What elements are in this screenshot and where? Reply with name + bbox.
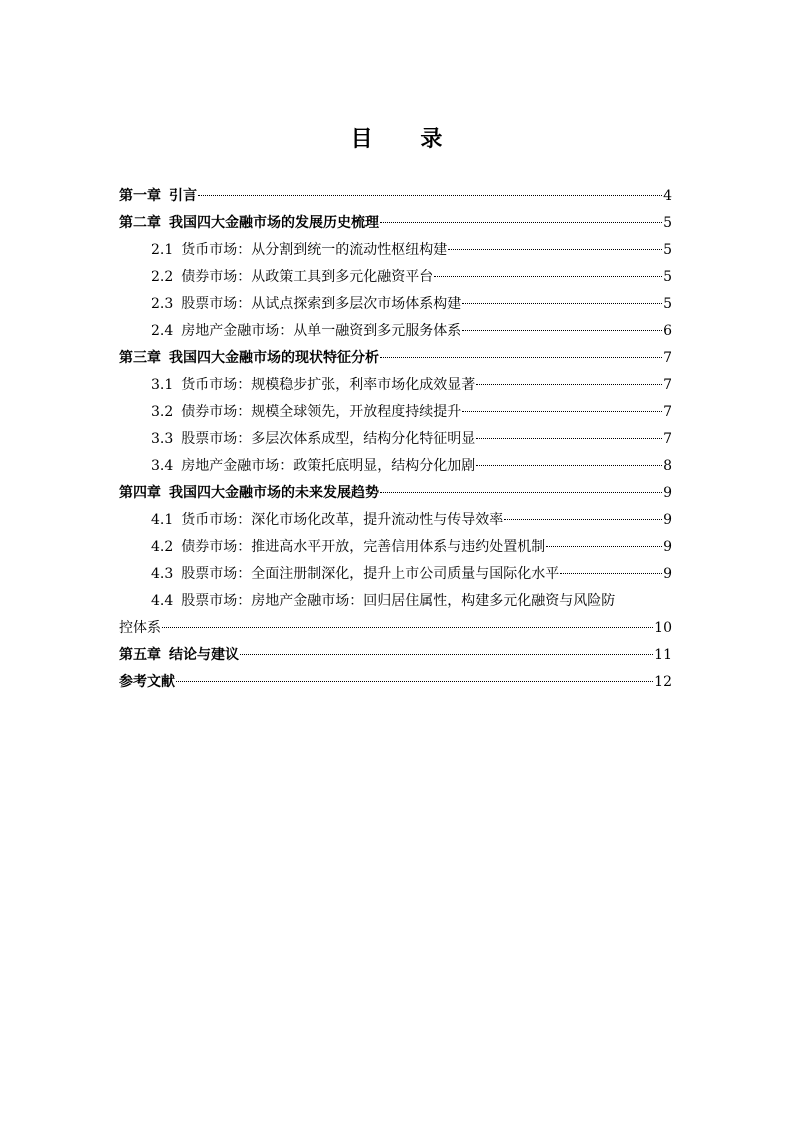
toc-page-number: 9 [663, 539, 672, 555]
toc-section-number: 3.4 [151, 458, 174, 474]
toc-entry-section-3-3[interactable] [119, 426, 672, 453]
toc-entry-text: 房地产金融市场：从单一融资到多元服务体系 [181, 323, 462, 339]
toc-title: 目 录 [350, 126, 463, 152]
toc-chapter-label: 第三章 [119, 350, 161, 366]
toc-entry-section-2-4[interactable] [119, 318, 672, 345]
dot-leader [380, 492, 662, 493]
toc-entry-section-4-3[interactable] [119, 561, 672, 588]
toc-entry-chapter-4[interactable] [119, 480, 672, 507]
toc-section-number: 4.3 [151, 566, 174, 582]
toc-entry-section-3-1[interactable] [119, 372, 672, 399]
toc-entry-text: 货币市场：规模稳步扩张，利率市场化成效显著 [181, 377, 476, 393]
toc-entry-text: 货币市场：从分割到统一的流动性枢纽构建 [181, 242, 448, 258]
toc-section-number: 3.1 [151, 377, 174, 393]
toc-entry-text: 股票市场：全面注册制深化，提升上市公司质量与国际化水平 [181, 566, 560, 582]
toc-entry-section-2-3[interactable] [119, 291, 672, 318]
toc-chapter-label: 第五章 [119, 647, 161, 663]
toc-entry-text-continued: 控体系 [119, 620, 161, 636]
toc-section-number: 3.3 [151, 431, 174, 447]
toc-entry-section-4-1[interactable] [119, 507, 672, 534]
dot-leader [380, 222, 662, 223]
toc-entry-text: 货币市场：深化市场化改革，提升流动性与传导效率 [181, 512, 504, 528]
toc-chapter-label: 第一章 [119, 188, 161, 204]
dot-leader [476, 465, 662, 466]
toc-entry-text: 结论与建议 [169, 647, 239, 663]
toc-page-number: 5 [663, 269, 672, 285]
toc-page-number: 7 [663, 350, 672, 366]
toc-entry-text: 股票市场：从试点探索到多层次市场体系构建 [181, 296, 462, 312]
toc-section-number: 4.2 [151, 539, 174, 555]
dot-leader [176, 681, 653, 682]
dot-leader [546, 546, 662, 547]
toc-entry-text: 股票市场：房地产金融市场：回归居住属性，构建多元化融资与风险防 [181, 593, 616, 609]
toc-section-number: 2.2 [151, 269, 174, 285]
dot-leader [434, 276, 662, 277]
dot-leader [162, 627, 653, 628]
toc-entry-section-4-4[interactable] [119, 588, 672, 642]
toc-chapter-label: 第四章 [119, 485, 161, 501]
toc-entry-text: 债券市场：推进高水平开放，完善信用体系与违约处置机制 [181, 539, 546, 555]
toc-entry-text: 引言 [169, 188, 197, 204]
toc-entry-chapter-1[interactable] [119, 183, 672, 210]
toc-section-number: 2.3 [151, 296, 174, 312]
toc-chapter-label: 第二章 [119, 215, 161, 231]
dot-leader [448, 249, 662, 250]
toc-page-number: 9 [663, 512, 672, 528]
toc-page-number: 7 [663, 404, 672, 420]
dot-leader [462, 330, 662, 331]
toc-section-number: 4.1 [151, 512, 174, 528]
dot-leader [560, 573, 662, 574]
toc-page-number: 5 [663, 296, 672, 312]
dot-leader [462, 411, 662, 412]
dot-leader [198, 195, 662, 196]
toc-entry-text: 债券市场：规模全球领先，开放程度持续提升 [181, 404, 462, 420]
toc-entry-section-2-2[interactable] [119, 264, 672, 291]
toc-entry-chapter-5[interactable] [119, 642, 672, 669]
toc-section-number: 2.4 [151, 323, 174, 339]
dot-leader [476, 438, 662, 439]
toc-page-number: 7 [663, 377, 672, 393]
toc-section-number: 2.1 [151, 242, 174, 258]
toc-page-number: 6 [663, 323, 672, 339]
toc-entry-text: 债券市场：从政策工具到多元化融资平台 [181, 269, 434, 285]
table-of-contents [119, 183, 672, 696]
toc-page-number: 8 [663, 458, 672, 474]
toc-entry-section-2-1[interactable] [119, 237, 672, 264]
toc-section-number: 4.4 [151, 593, 174, 609]
toc-page-number: 11 [654, 647, 672, 663]
toc-section-number: 3.2 [151, 404, 174, 420]
dot-leader [380, 357, 662, 358]
toc-entry-text: 我国四大金融市场的现状特征分析 [169, 350, 379, 366]
toc-entry-text: 我国四大金融市场的发展历史梳理 [169, 215, 379, 231]
toc-entry-text: 股票市场：多层次体系成型，结构分化特征明显 [181, 431, 476, 447]
dot-leader [240, 654, 653, 655]
toc-entry-text: 房地产金融市场：政策托底明显，结构分化加剧 [181, 458, 476, 474]
toc-entry-section-4-2[interactable] [119, 534, 672, 561]
dot-leader [504, 519, 662, 520]
dot-leader [462, 303, 662, 304]
toc-entry-text: 参考文献 [119, 674, 175, 690]
toc-page-number: 9 [663, 485, 672, 501]
toc-page-number: 9 [663, 566, 672, 582]
toc-entry-section-3-2[interactable] [119, 399, 672, 426]
toc-entry-chapter-2[interactable] [119, 210, 672, 237]
toc-entry-section-3-4[interactable] [119, 453, 672, 480]
dot-leader [476, 384, 662, 385]
toc-entry-text: 我国四大金融市场的未来发展趋势 [169, 485, 379, 501]
toc-entry-chapter-3[interactable] [119, 345, 672, 372]
toc-entry-references[interactable] [119, 669, 672, 696]
toc-page-number: 5 [663, 242, 672, 258]
toc-page-number: 12 [654, 674, 672, 690]
toc-page-number: 5 [663, 215, 672, 231]
toc-page-number: 10 [654, 620, 672, 636]
toc-page-number: 4 [663, 188, 672, 204]
toc-page-number: 7 [663, 431, 672, 447]
